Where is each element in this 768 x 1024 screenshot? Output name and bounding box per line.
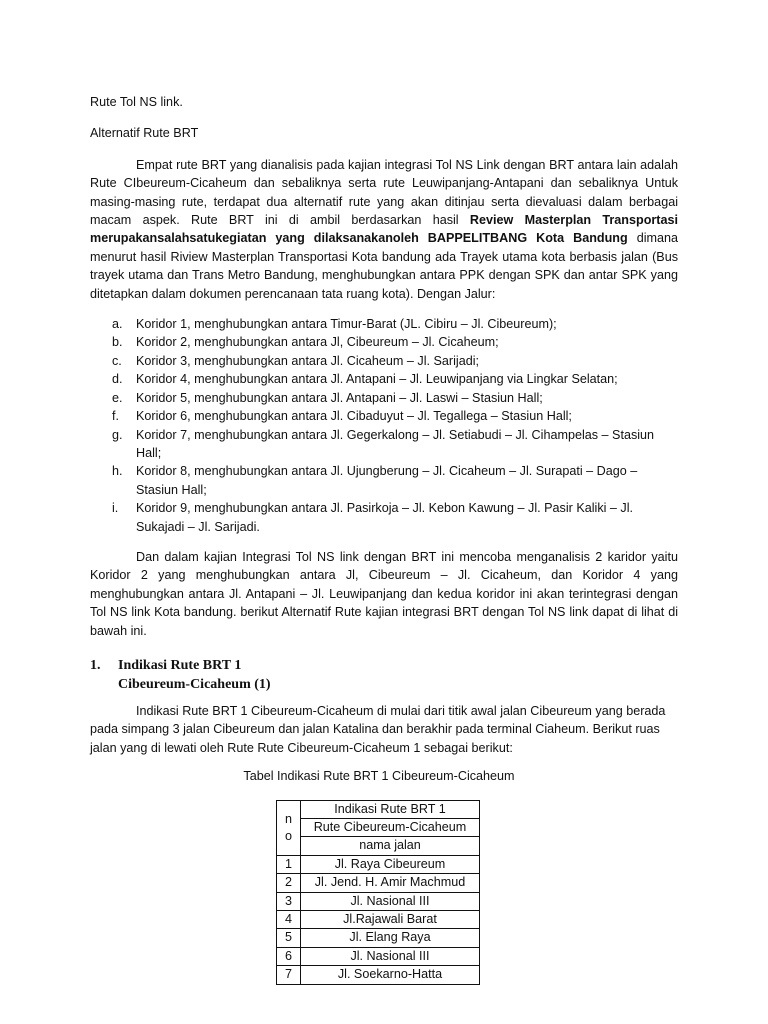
corridor-text: Koridor 4, menghubungkan antara Jl. Antapani – Jl. Leuwipanjang via Lingkar Selatan;	[136, 372, 618, 387]
corridor-item	[90, 315, 678, 333]
intro-bold-text: Review Masterplan Transportasi merupakansalahsatukegiatan yang dilaksanakanoleh BAPPELITBANG Kota Bandung	[90, 213, 678, 246]
table-header-row	[277, 800, 480, 818]
row-street: Jl. Nasional III	[301, 892, 480, 910]
table-row	[277, 892, 480, 910]
corridor-letter: e.	[112, 390, 123, 405]
corridor-letter: a.	[112, 317, 123, 332]
corridor-text: Koridor 6, menghubungkan antara Jl. Cibaduyut – Jl. Tegallega – Stasiun Hall;	[136, 409, 572, 424]
corridor-text: Koridor 2, menghubungkan antara Jl, Cibeureum – Jl. Cicaheum;	[136, 335, 499, 350]
section-heading	[90, 656, 678, 694]
corridor-item	[90, 462, 678, 499]
corridor-item	[90, 426, 678, 463]
table-row	[277, 929, 480, 947]
row-number: 6	[277, 947, 301, 965]
title-line: Rute Tol NS link.	[90, 95, 183, 109]
row-number: 1	[277, 855, 301, 873]
row-street: Jl. Soekarno-Hatta	[301, 966, 480, 984]
corridor-list	[90, 315, 678, 536]
header-street-name: nama jalan	[301, 837, 480, 855]
table-header-row	[277, 837, 480, 855]
route-table	[276, 800, 480, 985]
corridor-item	[90, 389, 678, 407]
corridor-text: Koridor 7, menghubungkan antara Jl. Gegerkalong – Jl. Setiabudi – Jl. Cihampelas – Stasiun Hall;	[136, 427, 655, 460]
corridor-text: Koridor 3, menghubungkan antara Jl. Cicaheum – Jl. Sarijadi;	[136, 353, 480, 368]
no-header-bottom: o	[284, 828, 292, 843]
header-route-title: Indikasi Rute BRT 1	[301, 800, 480, 818]
no-header-cell	[277, 800, 301, 855]
corridor-letter: b.	[112, 335, 123, 350]
row-number: 4	[277, 911, 301, 929]
table-caption: Tabel Indikasi Rute BRT 1 Cibeureum-Cicaheum	[243, 769, 515, 784]
corridor-item	[90, 352, 678, 370]
section-paragraph: Indikasi Rute BRT 1 Cibeureum-Cicaheum di mulai dari titik awal jalan Cibeureum yang berada pada simpang 3 jalan Cibeureum dan jalan Katalina dan berakhir pada terminal Ciaheum. Berikut ruas jalan yang di lewati oleh Rute Rute Cibeureum-Cicaheum 1 sebagai berikut:	[90, 703, 666, 755]
corridor-text: Koridor 9, menghubungkan antara Jl. Pasirkoja – Jl. Kebon Kawung – Jl. Pasir Kaliki – Jl. Sukajadi – Jl. Sarijadi.	[136, 501, 634, 534]
table-row	[277, 911, 480, 929]
header-route-name: Rute Cibeureum-Cicaheum	[301, 819, 480, 837]
section-title-line2: Cibeureum-Cicaheum (1)	[118, 676, 271, 692]
corridor-letter: i.	[112, 501, 119, 516]
table-row	[277, 947, 480, 965]
intro-text-1: Empat rute BRT yang dianalisis pada kajian integrasi Tol NS Link dengan BRT antara lain adalah Rute CIbeureum-Cicaheum dan sebaliknya serta rute Leuwipanjang-Antapani dan sebaliknya Untuk masing-masing rute, terdapat dua alternatif rute yang akan ditinjau serta dievaluasi dalam berbagai macam aspek. Rute BRT ini di ambil berdasarkan hasil	[90, 157, 678, 228]
subtitle-line: Alternatif Rute BRT	[90, 126, 199, 141]
corridor-letter: g.	[112, 427, 123, 442]
table-header-row	[277, 819, 480, 837]
section-title-line1: Indikasi Rute BRT 1	[118, 657, 242, 673]
corridor-text: Koridor 5, menghubungkan antara Jl. Antapani – Jl. Laswi – Stasiun Hall;	[136, 390, 543, 405]
row-number: 3	[277, 892, 301, 910]
row-number: 5	[277, 929, 301, 947]
table-row	[277, 874, 480, 892]
row-street: Jl. Raya Cibeureum	[301, 855, 480, 873]
corridor-text: Koridor 8, menghubungkan antara Jl. Ujungberung – Jl. Cicaheum – Jl. Surapati – Dago – Stasiun Hall;	[136, 464, 638, 497]
corridor-letter: h.	[112, 464, 123, 479]
corridor-letter: d.	[112, 372, 123, 387]
corridor-text: Koridor 1, menghubungkan antara Timur-Barat (JL. Cibiru – Jl. Cibeureum);	[136, 317, 557, 332]
corridor-item	[90, 333, 678, 351]
document-body	[90, 93, 678, 985]
corridor-letter: c.	[112, 353, 122, 368]
row-street: Jl. Elang Raya	[301, 929, 480, 947]
intro-paragraph	[90, 156, 678, 303]
no-header-top: n	[284, 811, 292, 826]
row-street: Jl.Rajawali Barat	[301, 911, 480, 929]
intro-text-2: dimana menurut hasil Riview Masterplan Transportasi Kota bandung ada Trayek utama kota berbasis jalan (Bus trayek utama dan Trans Metro Bandung, menghubungkan antara PPK dengan SPK dan antar SPK yang ditetapkan dalam dokumen perencanaan tata ruang kota). Dengan Jalur:	[90, 231, 678, 301]
analysis-paragraph: Dan dalam kajian Integrasi Tol NS link dengan BRT ini mencoba menganalisis 2 karidor yaitu Koridor 2 yang menghubungkan antara Jl, Cibeureum – Jl. Cicaheum, dan Koridor 4 yang menghubungkan antara Jl. Antapani – Jl. Leuwipanjang dan kedua koridor ini akan terintegrasi dengan Tol NS link Kota bandung. berikut Alternatif Rute kajian integrasi BRT dengan Tol NS link dapat di lihat di bawah ini.	[90, 549, 678, 638]
row-street: Jl. Jend. H. Amir Machmud	[301, 874, 480, 892]
row-number: 2	[277, 874, 301, 892]
row-number: 7	[277, 966, 301, 984]
corridor-item	[90, 407, 678, 425]
corridor-item	[90, 499, 678, 536]
corridor-item	[90, 370, 678, 388]
section-number: 1.	[90, 657, 101, 673]
corridor-letter: f.	[112, 409, 119, 424]
table-row	[277, 855, 480, 873]
row-street: Jl. Nasional III	[301, 947, 480, 965]
table-row	[277, 966, 480, 984]
